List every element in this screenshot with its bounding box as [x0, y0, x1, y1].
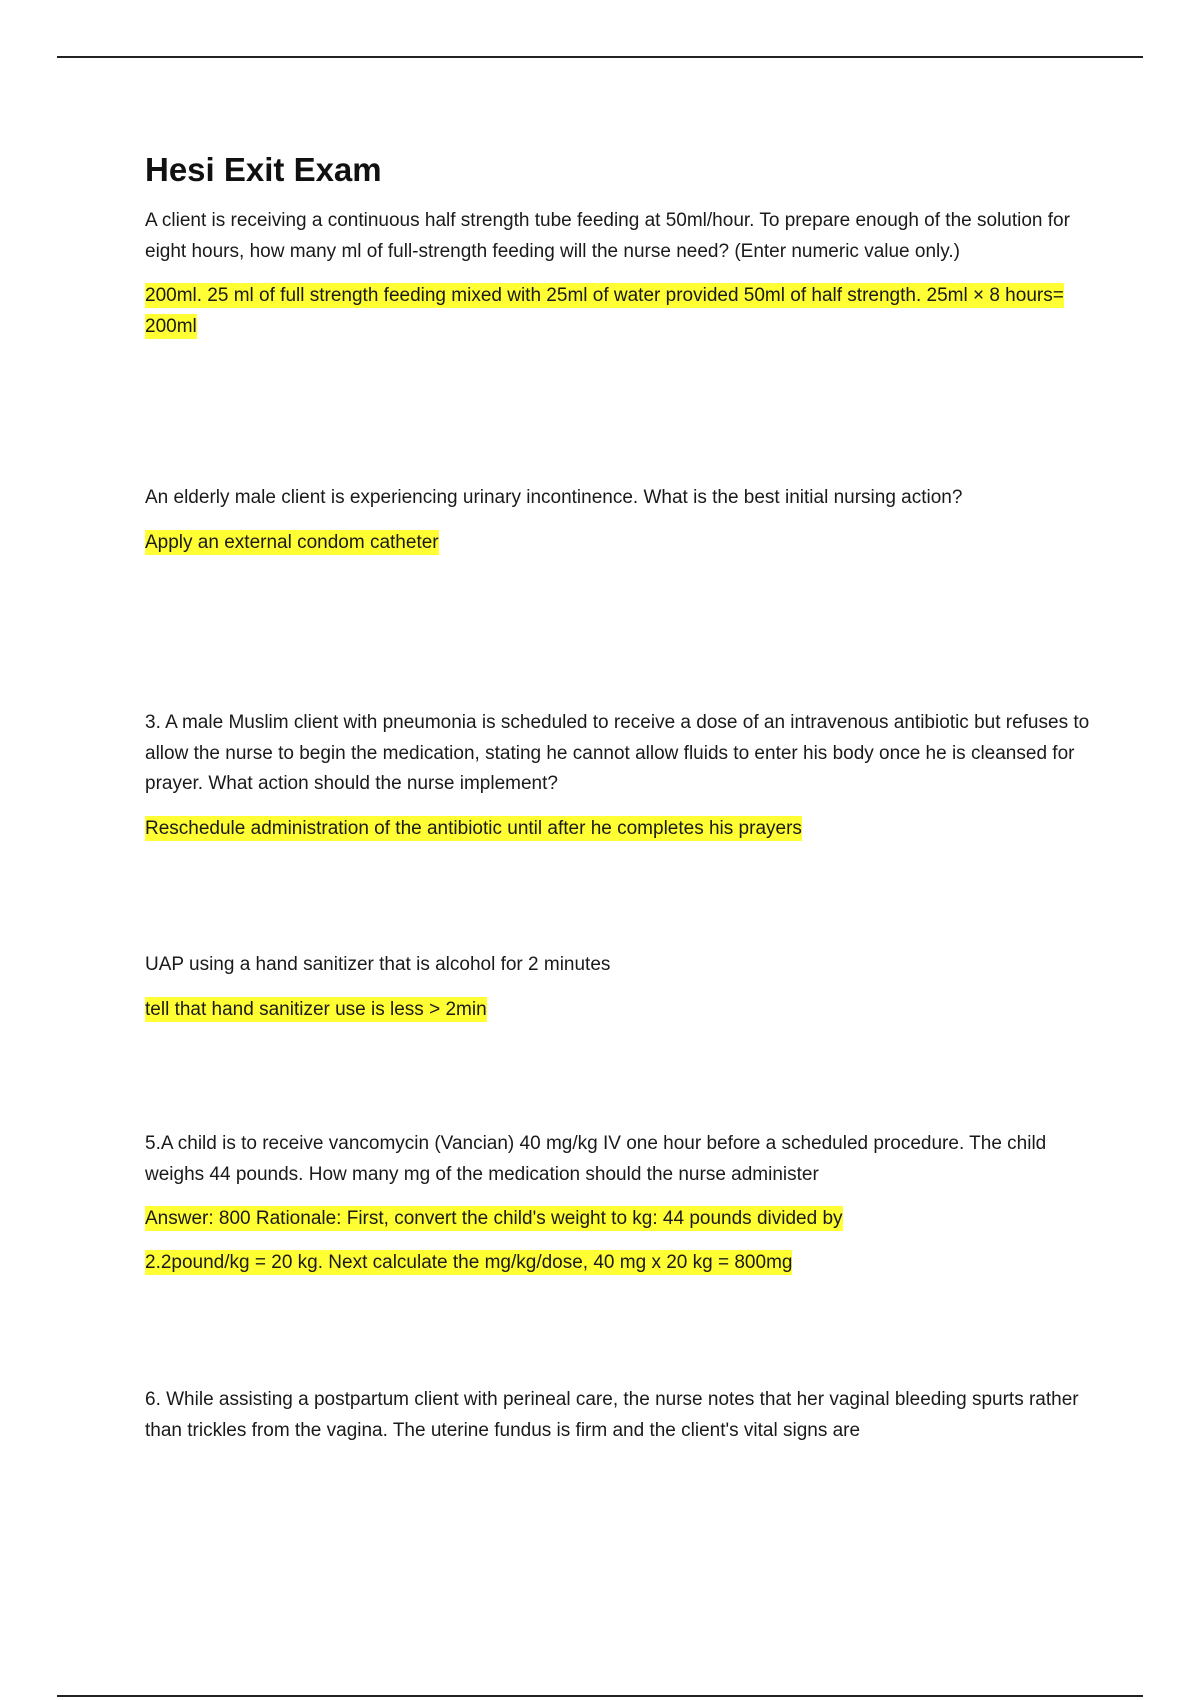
question-6: 6. While assisting a postpartum client with perineal care, the nurse notes that her vaginal bleeding spurts rather than trickles from the vagina. The uterine fundus is firm and the client's vital signs are: [145, 1389, 1079, 1441]
answer-3: [145, 814, 1095, 845]
document-title: Hesi Exit Exam: [145, 151, 382, 188]
answer-2: [145, 528, 1095, 559]
answer-3-highlight: Reschedule administration of the antibiotic until after he completes his prayers: [145, 817, 802, 839]
question-3: 3. A male Muslim client with pneumonia is scheduled to receive a dose of an intravenous antibiotic but refuses to allow the nurse to begin the medication, stating he cannot allow fluids to enter his body once he is cleansed for prayer. What action should the nurse implement?: [145, 712, 1090, 794]
answer-2-highlight: Apply an external condom catheter: [145, 531, 439, 553]
question-2: An elderly male client is experiencing urinary incontinence. What is the best initial nursing action?: [145, 487, 963, 508]
answer-4: [145, 995, 1095, 1026]
answer-5-line-1: [145, 1204, 1095, 1235]
answer-4-highlight: tell that hand sanitizer use is less > 2min: [145, 998, 487, 1020]
top-rule: [57, 56, 1143, 58]
document-body: [145, 150, 1095, 1441]
answer-1: [145, 281, 1095, 342]
qa-item-4: [145, 950, 1095, 1025]
bottom-rule: [57, 1695, 1143, 1697]
answer-5-line-1-highlight: Answer: 800 Rationale: First, convert the child's weight to kg: 44 pounds divided by: [145, 1208, 843, 1229]
answer-5-line-2-highlight: 2.2pound/kg = 20 kg. Next calculate the mg/kg/dose, 40 mg x 20 kg = 800mg: [145, 1251, 793, 1273]
question-4: UAP using a hand sanitizer that is alcohol for 2 minutes: [145, 954, 611, 975]
qa-item-6: [145, 1385, 1095, 1446]
qa-item-2: [145, 483, 1095, 558]
question-5: 5.A child is to receive vancomycin (Vancian) 40 mg/kg IV one hour before a scheduled procedure. The child weighs 44 pounds. How many mg of the medication should the nurse administer: [145, 1133, 1047, 1185]
qa-item-5: [145, 1129, 1095, 1278]
answer-1-highlight: 200ml. 25 ml of full strength feeding mixed with 25ml of water provided 50ml of half strength. 25ml × 8 hours= 200ml: [145, 285, 1064, 337]
qa-item-1: [145, 206, 1095, 342]
qa-item-3: [145, 708, 1095, 844]
question-1: A client is receiving a continuous half strength tube feeding at 50ml/hour. To prepare enough of the solution for eight hours, how many ml of full-strength feeding will the nurse need? (Enter numeric value only.): [145, 210, 1070, 262]
answer-5-line-2: [145, 1248, 1095, 1279]
